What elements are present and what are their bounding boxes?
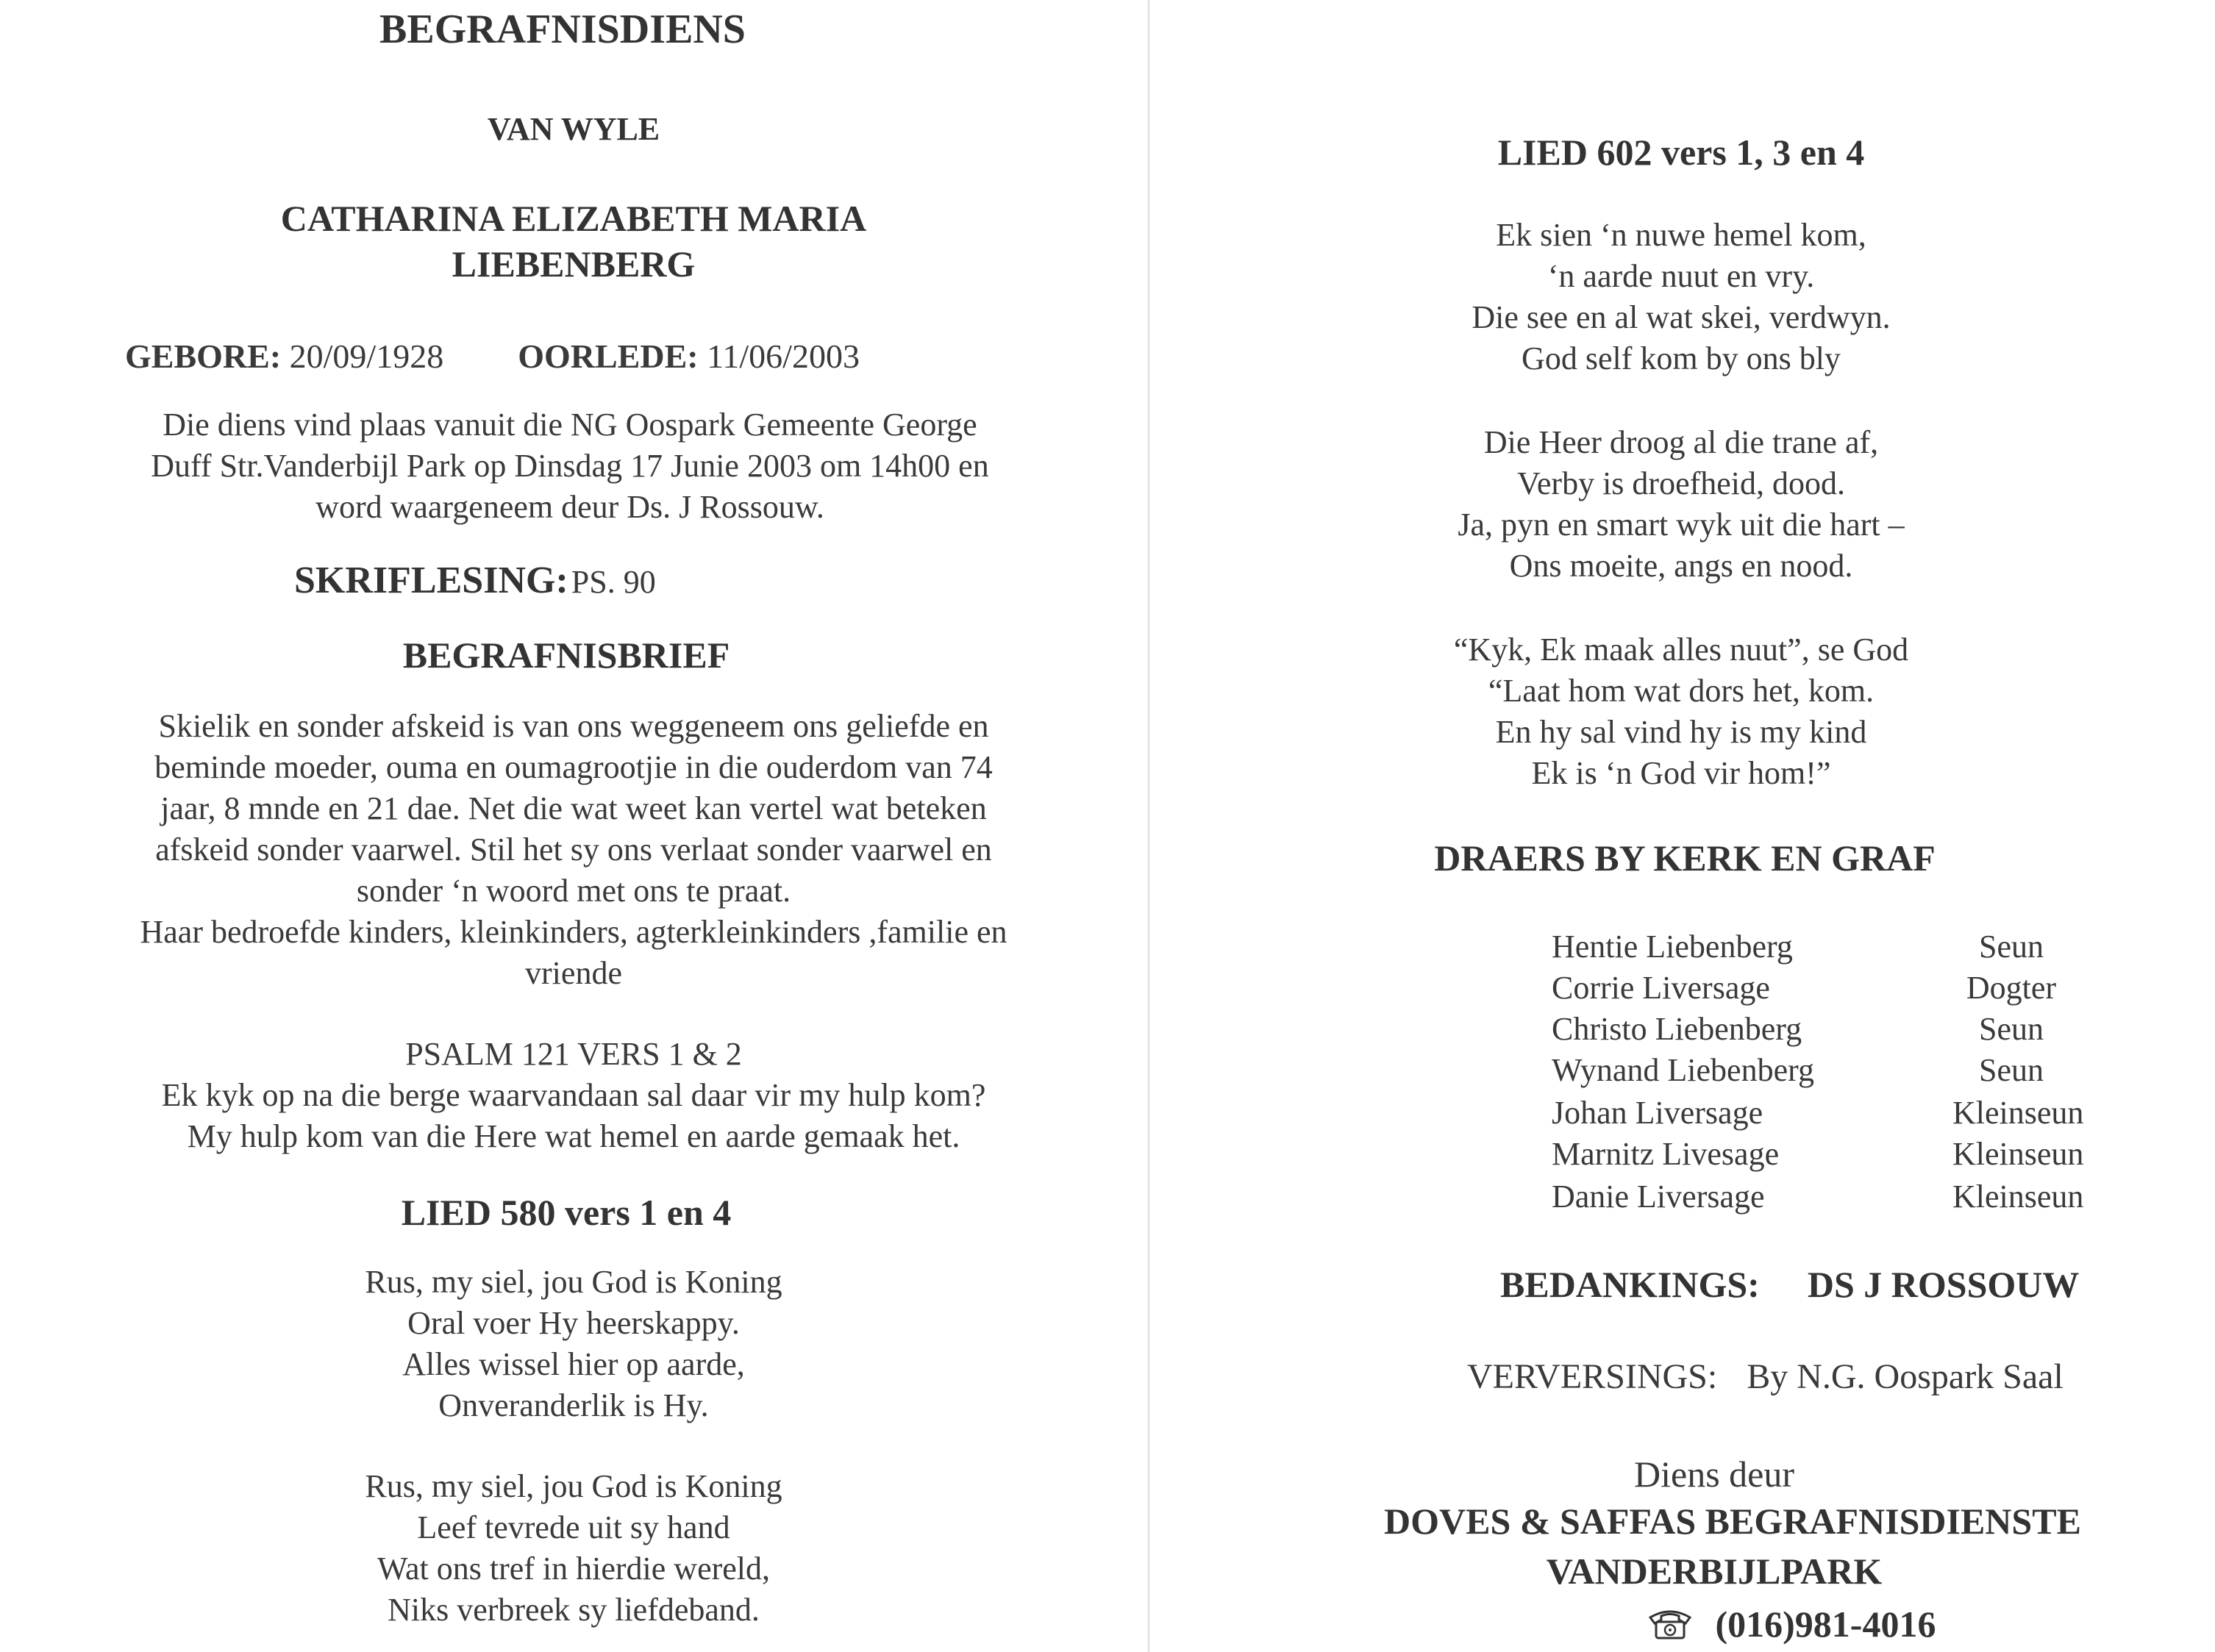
phone-row bbox=[1647, 1603, 1936, 1650]
hymn-line: Ek is ‘n God vir hom!” bbox=[1531, 755, 1831, 791]
hymn-line: God self kom by ons bly bbox=[1522, 340, 1841, 376]
letter-line: beminde moeder, ouma en oumagrootjie in die ouderdom van 74 bbox=[154, 749, 993, 785]
hymn-line: Rus, my siel, jou God is Koning bbox=[365, 1264, 782, 1300]
hymn-line: Ons moeite, angs en nood. bbox=[1509, 548, 1853, 584]
hymn-line: Oral voer Hy heerskappy. bbox=[407, 1305, 740, 1341]
bearer-relation: Kleinseun bbox=[1952, 1136, 2084, 1172]
scripture-reading bbox=[294, 559, 656, 602]
deceased-name-line-2: LIEBENBERG bbox=[452, 243, 696, 285]
letter-line: vriende bbox=[525, 955, 622, 991]
letter-line: Haar bedroefde kinders, kleinkinders, agterkleinkinders ,familie en bbox=[140, 914, 1007, 950]
hymn-line: En hy sal vind hy is my kind bbox=[1495, 714, 1867, 750]
dates-row bbox=[125, 337, 860, 376]
scripture-reading-label: SKRIFLESING: bbox=[294, 559, 568, 601]
psalm-line: Ek kyk op na die berge waarvandaan sal daar vir my hulp kom? bbox=[161, 1077, 986, 1113]
undertaker-town: VANDERBIJLPARK bbox=[1546, 1551, 1883, 1592]
bearer-name: Christo Liebenberg bbox=[1552, 1011, 1802, 1047]
hymn-line: Alles wissel hier op aarde, bbox=[402, 1346, 745, 1382]
hymn-580-heading: LIED 580 vers 1 en 4 bbox=[401, 1192, 732, 1233]
bearer-relation: Seun bbox=[1979, 1052, 2044, 1088]
bearer-relation: Kleinseun bbox=[1952, 1095, 2084, 1131]
bearer-name: Corrie Liversage bbox=[1552, 970, 1770, 1006]
thanks-row bbox=[1500, 1263, 2079, 1306]
psalm-heading: PSALM 121 VERS 1 & 2 bbox=[405, 1036, 742, 1072]
letter-line: jaar, 8 mnde en 21 dae. Net die wat weet kan vertel wat beteken bbox=[160, 790, 987, 826]
bearer-name: Marnitz Livesage bbox=[1552, 1136, 1780, 1172]
hymn-line: Ek sien ‘n nuwe hemel kom, bbox=[1496, 217, 1866, 253]
service-by-label: Diens deur bbox=[1634, 1453, 1794, 1495]
bearer-row bbox=[1177, 1010, 2215, 1053]
hymn-line: Die Heer droog al die trane af, bbox=[1483, 424, 1879, 460]
hymn-line: Die see en al wat skei, verdwyn. bbox=[1472, 299, 1891, 335]
hymn-line: Onveranderlik is Hy. bbox=[438, 1387, 709, 1423]
died-label: OORLEDE: bbox=[518, 337, 699, 375]
bearer-relation: Kleinseun bbox=[1952, 1179, 2084, 1215]
scripture-reading-value: PS. 90 bbox=[571, 564, 656, 600]
hymn-line: Niks verbreek sy liefdeband. bbox=[388, 1592, 760, 1628]
bearer-name: Danie Liversage bbox=[1552, 1179, 1765, 1215]
psalm-line: My hulp kom van die Here wat hemel en aarde gemaak het. bbox=[187, 1118, 960, 1154]
bearers-heading: DRAERS BY KERK EN GRAF bbox=[1434, 837, 1936, 879]
thanks-label: BEDANKINGS: bbox=[1500, 1264, 1760, 1305]
bearer-relation: Seun bbox=[1979, 1011, 2044, 1047]
telephone-icon bbox=[1647, 1607, 1693, 1650]
bearer-row bbox=[1177, 928, 2215, 970]
bearer-row bbox=[1177, 1178, 2215, 1220]
bearer-relation: Dogter bbox=[1966, 970, 2057, 1006]
phone-number: (016)981-4016 bbox=[1715, 1603, 1936, 1645]
bearer-name: Hentie Liebenberg bbox=[1552, 929, 1793, 965]
of-the-late-label: VAN WYLE bbox=[487, 111, 660, 147]
died-date: 11/06/2003 bbox=[707, 337, 860, 375]
service-text-line: Duff Str.Vanderbijl Park op Dinsdag 17 Junie 2003 om 14h00 en bbox=[151, 448, 989, 484]
bearer-row bbox=[1177, 1051, 2215, 1094]
hymn-line: “Kyk, Ek maak alles nuut”, se God bbox=[1453, 632, 1909, 668]
page-title: BEGRAFNISDIENS bbox=[379, 7, 746, 52]
bearer-name: Johan Liversage bbox=[1552, 1095, 1763, 1131]
bearer-row bbox=[1177, 1094, 2215, 1137]
letter-line: afskeid sonder vaarwel. Stil het sy ons verlaat sonder vaarwel en bbox=[155, 832, 992, 868]
hymn-602-heading: LIED 602 vers 1, 3 en 4 bbox=[1497, 132, 1865, 173]
letter-line: Skielik en sonder afskeid is van ons weggeneem ons geliefde en bbox=[158, 708, 989, 744]
hymn-line: Verby is droefheid, dood. bbox=[1516, 465, 1845, 501]
bearer-relation: Seun bbox=[1979, 929, 2044, 965]
refreshments-value: By N.G. Oospark Saal bbox=[1747, 1357, 2064, 1396]
refreshments-row bbox=[1467, 1356, 2064, 1397]
born-label: GEBORE: bbox=[125, 337, 282, 375]
born-date: 20/09/1928 bbox=[289, 337, 444, 375]
undertaker-name: DOVES & SAFFAS BEGRAFNISDIENSTE bbox=[1384, 1501, 2081, 1542]
bearer-name: Wynand Liebenberg bbox=[1552, 1052, 1814, 1088]
bearer-row bbox=[1177, 1135, 2215, 1178]
hymn-line: Rus, my siel, jou God is Koning bbox=[365, 1468, 782, 1504]
hymn-line: ‘n aarde nuut en vry. bbox=[1547, 258, 1815, 294]
right-page bbox=[1177, 0, 2215, 1652]
hymn-line: “Laat hom wat dors het, kom. bbox=[1488, 673, 1875, 709]
refreshments-label: VERVERSINGS: bbox=[1467, 1357, 1718, 1396]
service-text-line: Die diens vind plaas vanuit die NG Oospark Gemeente George bbox=[163, 407, 977, 443]
thanks-value: DS J ROSSOUW bbox=[1807, 1264, 2080, 1305]
hymn-line: Wat ons tref in hierdie wereld, bbox=[377, 1551, 771, 1587]
letter-line: sonder ‘n woord met ons te praat. bbox=[356, 873, 791, 909]
deceased-name-line-1: CATHARINA ELIZABETH MARIA bbox=[280, 198, 867, 239]
hymn-line: Leef tevrede uit sy hand bbox=[417, 1509, 730, 1545]
hymn-line: Ja, pyn en smart wyk uit die hart – bbox=[1458, 507, 1905, 543]
funeral-letter-heading: BEGRAFNISBRIEF bbox=[402, 634, 730, 676]
service-text-line: word waargeneem deur Ds. J Rossouw. bbox=[315, 489, 824, 525]
bearer-row bbox=[1177, 969, 2215, 1012]
